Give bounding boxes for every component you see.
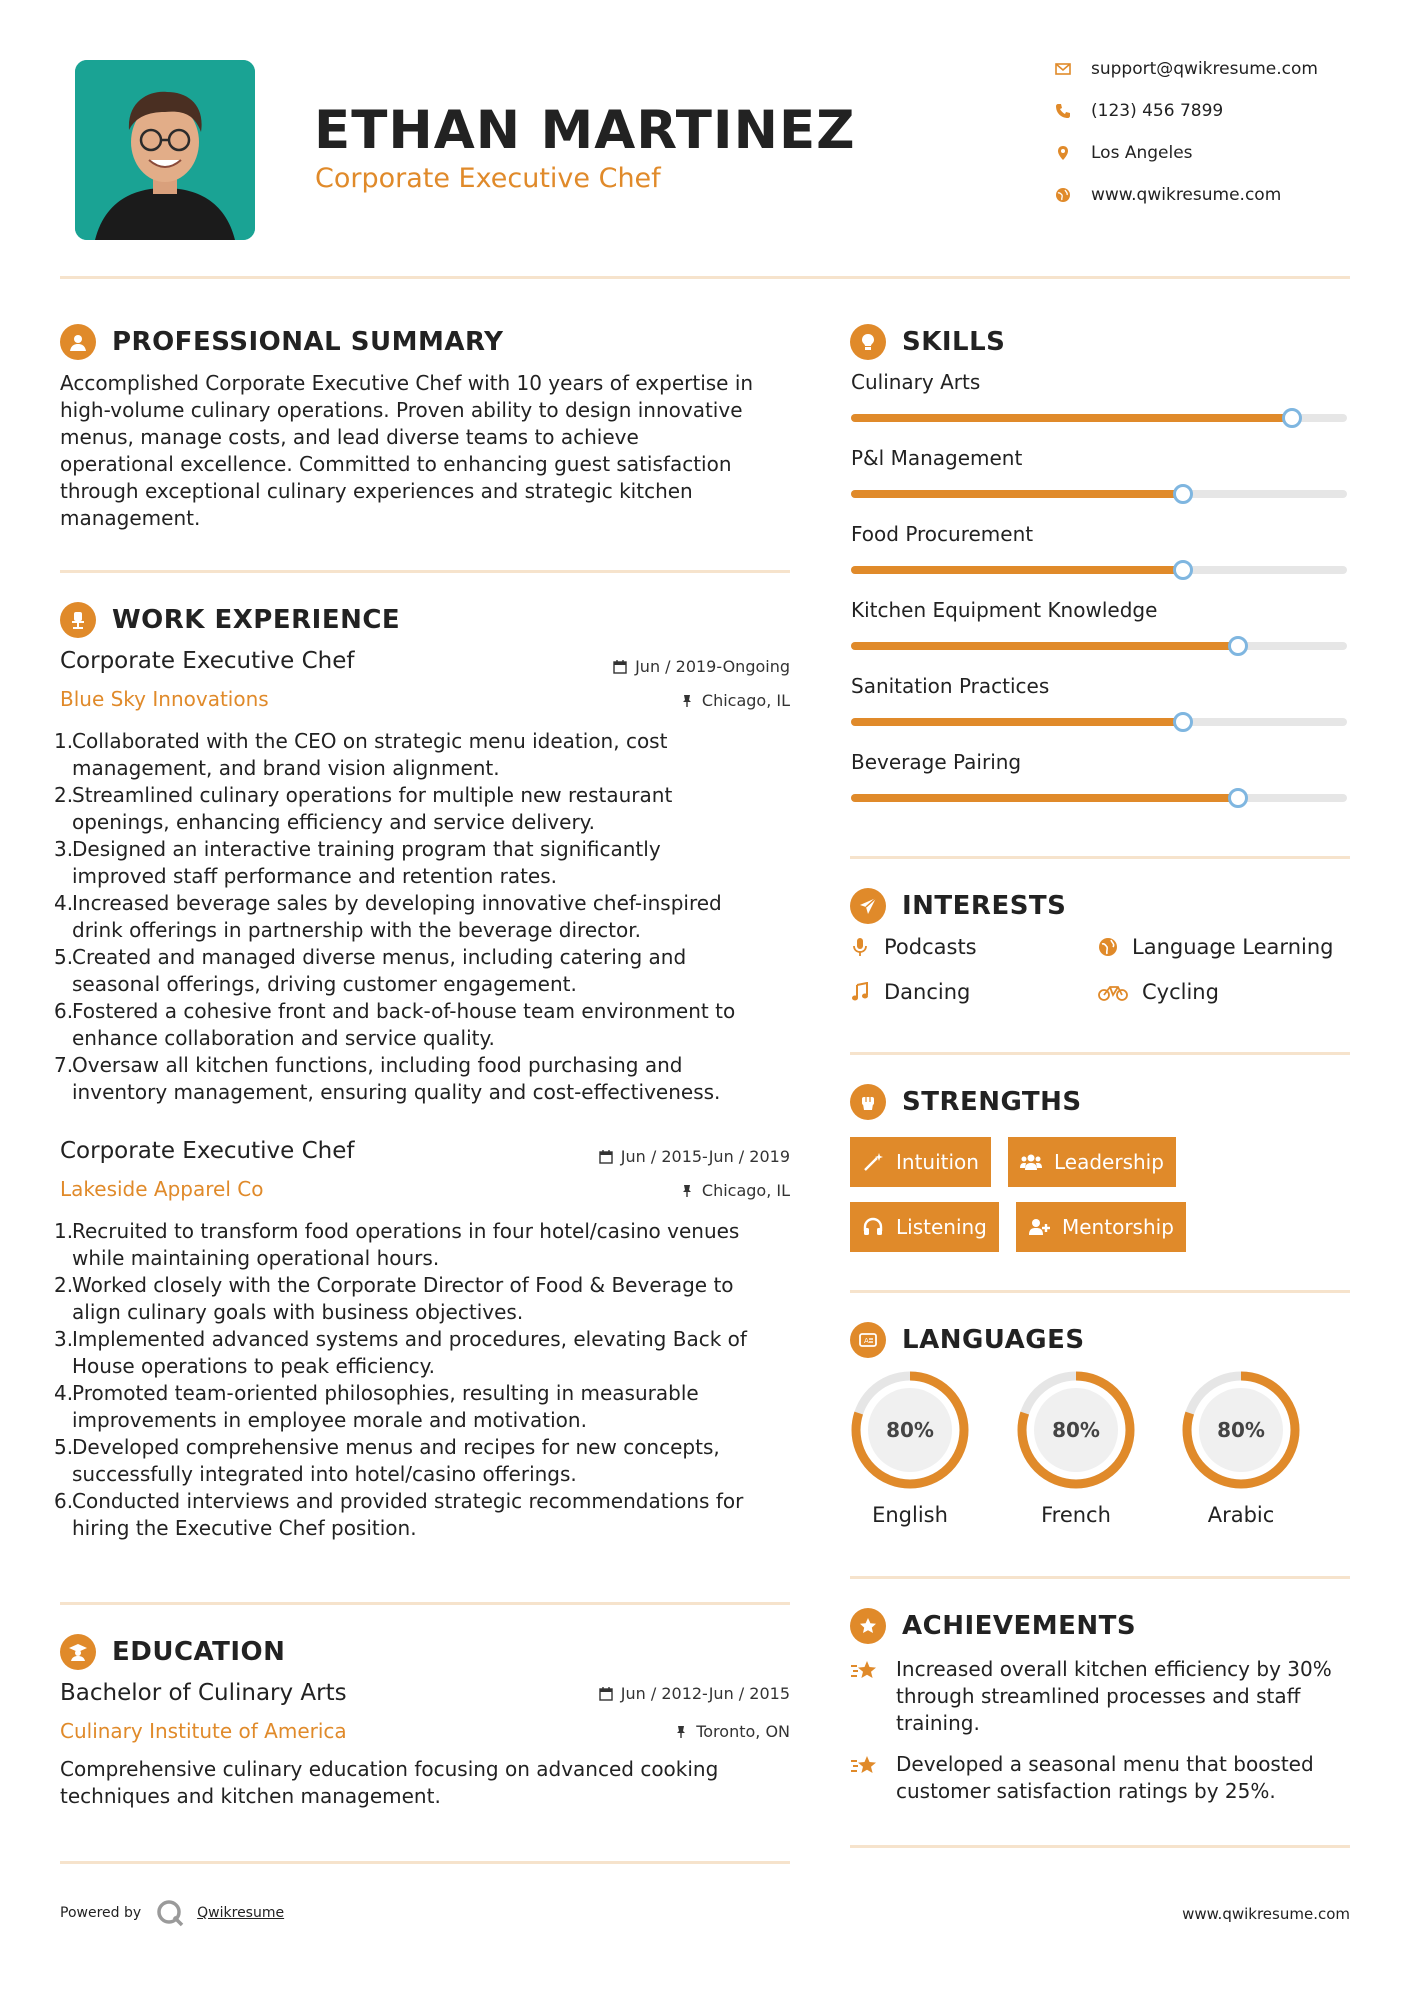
headphones-icon	[862, 1217, 884, 1237]
education-line: Comprehensive culinary education focusing on advanced cooking	[60, 1757, 719, 1781]
pin-icon	[674, 1725, 688, 1739]
language-percent: 80%	[1052, 1418, 1100, 1442]
job-2-dates-text: Jun / 2015-Jun / 2019	[620, 1147, 790, 1166]
globe-icon	[1098, 937, 1118, 957]
footer-powered-by	[60, 1898, 284, 1928]
contact-website-text[interactable]: www.qwikresume.com	[1091, 185, 1282, 205]
education-title: EDUCATION	[112, 1637, 286, 1667]
interest-cycling	[1098, 980, 1219, 1004]
section-divider	[850, 1052, 1350, 1055]
magic-wand-icon	[862, 1152, 884, 1172]
job-2-title: Corporate Executive Chef	[60, 1138, 355, 1164]
avatar	[75, 60, 255, 240]
summary-line: operational excellence. Committed to enhancing guest satisfaction	[60, 452, 732, 476]
list-item: 7. Oversaw all kitchen functions, including food purchasing and inventory management, ensuring quality and cost-effectiveness.	[54, 1053, 721, 1104]
section-divider	[850, 1845, 1350, 1848]
list-item: 4. Promoted team-oriented philosophies, resulting in measurable improvements in employee morale and motivation.	[54, 1381, 699, 1432]
pin-icon	[680, 1184, 694, 1198]
strengths-heading	[850, 1082, 1082, 1122]
language-item	[1180, 1369, 1302, 1527]
paper-plane-icon	[850, 888, 886, 924]
skill-bar-knob	[1228, 636, 1248, 656]
job-2-dates	[500, 1147, 790, 1166]
skill-bar-fill	[851, 490, 1183, 498]
list-item: 6. Fostered a cohesive front and back-of-house team environment to enhance collaboration and service quality.	[54, 999, 736, 1050]
user-icon	[60, 324, 96, 360]
interest-label: Dancing	[884, 980, 971, 1004]
job-1-title: Corporate Executive Chef	[60, 648, 355, 674]
education-heading	[60, 1632, 285, 1672]
job-1-location-text: Chicago, IL	[701, 691, 790, 710]
calendar-icon	[613, 660, 627, 674]
list-item: 4. Increased beverage sales by developing innovative chef-inspired drink offerings in partnership with the beverage director.	[54, 891, 722, 942]
list-item: 5. Created and managed diverse menus, including catering and seasonal offerings, driving customer engagement.	[54, 945, 687, 996]
globe-icon	[1055, 187, 1091, 203]
education-dates-text: Jun / 2012-Jun / 2015	[620, 1684, 790, 1703]
contact-phone-text: (123) 456 7899	[1091, 101, 1224, 121]
summary-text	[60, 370, 800, 532]
section-divider	[850, 856, 1350, 859]
skill-bar	[851, 794, 1347, 802]
star-icon	[850, 1753, 880, 1779]
skill-name: P&l Management	[851, 446, 1023, 470]
fist-icon	[850, 1084, 886, 1120]
skill-bar-fill	[851, 794, 1238, 802]
achievement-line: Developed a seasonal menu that boosted	[896, 1752, 1314, 1776]
achievement-line: customer satisfaction ratings by 25%.	[896, 1779, 1276, 1803]
interest-label: Cycling	[1142, 980, 1219, 1004]
bicycle-icon	[1098, 982, 1128, 1002]
achievement-item	[850, 1751, 1350, 1805]
music-note-icon	[850, 982, 870, 1002]
experience-title: WORK EXPERIENCE	[112, 605, 401, 635]
education-description	[60, 1756, 800, 1810]
education-location	[500, 1722, 790, 1741]
summary-line: menus, manage costs, and lead diverse teams to achieve	[60, 425, 639, 449]
education-dates	[500, 1684, 790, 1703]
skill-name: Sanitation Practices	[851, 674, 1050, 698]
skill-bar-knob	[1282, 408, 1302, 428]
footer-website[interactable]: www.qwikresume.com	[1182, 1905, 1350, 1923]
interest-label: Language Learning	[1132, 935, 1334, 959]
skill-bar	[851, 566, 1347, 574]
strengths-title: STRENGTHS	[902, 1087, 1082, 1117]
skill-bar-fill	[851, 566, 1183, 574]
skill-bar	[851, 490, 1347, 498]
skill-name: Food Procurement	[851, 522, 1034, 546]
strength-label: Leadership	[1054, 1150, 1164, 1174]
interest-label: Podcasts	[884, 935, 977, 959]
language-ring	[1180, 1369, 1302, 1491]
header-divider	[60, 276, 1350, 279]
contact-location-text: Los Angeles	[1091, 143, 1193, 163]
section-divider	[850, 1290, 1350, 1293]
interest-podcasts	[850, 935, 977, 959]
languages-heading	[850, 1320, 1085, 1360]
section-divider	[60, 1861, 790, 1864]
list-item: 1. Recruited to transform food operations in four hotel/casino venues while maintaining operational hours.	[54, 1219, 740, 1270]
education-location-text: Toronto, ON	[696, 1722, 790, 1741]
list-item: 5. Developed comprehensive menus and recipes for new concepts, successfully integrated into hotel/casino offerings.	[54, 1435, 720, 1486]
language-percent: 80%	[1217, 1418, 1265, 1442]
summary-line: high-volume culinary operations. Proven ability to design innovative	[60, 398, 743, 422]
list-item: 2. Streamlined culinary operations for multiple new restaurant openings, enhancing efficiency and service delivery.	[54, 783, 673, 834]
list-item: 1. Collaborated with the CEO on strategic menu ideation, cost management, and brand vision alignment.	[54, 729, 668, 780]
language-item	[849, 1369, 971, 1527]
calendar-icon	[599, 1687, 613, 1701]
skill-bar-fill	[851, 718, 1183, 726]
language-name: French	[1041, 1503, 1111, 1527]
briefcase-chair-icon	[60, 602, 96, 638]
achievement-line: Increased overall kitchen efficiency by 30%	[896, 1657, 1332, 1681]
svg-text:A: A	[864, 1337, 869, 1345]
section-divider	[60, 570, 790, 573]
summary-line: through exceptional culinary experiences and strategic kitchen	[60, 479, 693, 503]
job-2-company: Lakeside Apparel Co	[60, 1177, 264, 1201]
achievement-item	[850, 1656, 1350, 1737]
list-item: 3. Implemented advanced systems and procedures, elevating Back of House operations to peak efficiency.	[54, 1327, 747, 1378]
language-item	[1015, 1369, 1137, 1527]
graduate-icon	[60, 1634, 96, 1670]
job-1-dates-text: Jun / 2019-Ongoing	[635, 657, 790, 676]
skill-bar-knob	[1173, 560, 1193, 580]
skill-bar-fill	[851, 642, 1238, 650]
list-item: 6. Conducted interviews and provided strategic recommendations for hiring the Executive Chef position.	[54, 1489, 744, 1540]
skill-name: Culinary Arts	[851, 370, 981, 394]
microphone-icon	[850, 937, 870, 957]
job-1-location	[500, 691, 790, 710]
summary-title: PROFESSIONAL SUMMARY	[112, 327, 504, 357]
map-pin-icon	[1055, 145, 1091, 161]
summary-line: management.	[60, 506, 201, 530]
skill-bar	[851, 718, 1347, 726]
interest-language-learning	[1098, 935, 1333, 959]
skill-bar	[851, 642, 1347, 650]
job-2-location-text: Chicago, IL	[701, 1181, 790, 1200]
pin-icon	[680, 694, 694, 708]
language-ring	[849, 1369, 971, 1491]
phone-icon	[1055, 103, 1091, 119]
skills-title: SKILLS	[902, 327, 1006, 357]
job-1-duties	[54, 728, 804, 1106]
summary-heading	[60, 322, 503, 362]
star-badge-icon	[850, 1608, 886, 1644]
strength-listening	[850, 1202, 999, 1252]
envelope-icon	[1055, 61, 1091, 77]
contact-email[interactable]	[1055, 54, 1355, 84]
star-icon	[850, 1658, 880, 1684]
section-divider	[60, 1602, 790, 1605]
contact-phone	[1055, 96, 1355, 126]
skill-bar-fill	[851, 414, 1292, 422]
calendar-icon	[599, 1150, 613, 1164]
job-1-company: Blue Sky Innovations	[60, 687, 269, 711]
candidate-name: ETHAN MARTINEZ	[314, 100, 856, 161]
language-card-icon	[850, 1322, 886, 1358]
section-divider	[850, 1576, 1350, 1579]
job-2-duties	[54, 1218, 804, 1542]
education-degree: Bachelor of Culinary Arts	[60, 1680, 347, 1706]
interests-title: INTERESTS	[902, 891, 1067, 921]
profile-photo	[75, 60, 255, 240]
list-item: 3. Designed an interactive training program that significantly improved staff performance and retention rates.	[54, 837, 661, 888]
language-name: English	[872, 1503, 948, 1527]
achievements-title: ACHIEVEMENTS	[902, 1611, 1137, 1641]
list-item: 2. Worked closely with the Corporate Director of Food & Beverage to align culinary goals with business objectives.	[54, 1273, 734, 1324]
contact-location	[1055, 138, 1355, 168]
education-line: techniques and kitchen management.	[60, 1784, 441, 1808]
achievement-line: through streamlined processes and staff	[896, 1684, 1301, 1708]
contact-website[interactable]	[1055, 180, 1355, 210]
strength-mentorship	[1016, 1202, 1186, 1252]
users-icon	[1020, 1152, 1042, 1172]
candidate-title: Corporate Executive Chef	[315, 163, 661, 194]
user-plus-icon	[1028, 1217, 1050, 1237]
job-2-location	[500, 1181, 790, 1200]
education-school: Culinary Institute of America	[60, 1719, 347, 1743]
footer-brand-link[interactable]: Qwikresume	[197, 1905, 285, 1921]
strength-label: Listening	[896, 1215, 987, 1239]
skill-bar-knob	[1228, 788, 1248, 808]
skill-bar	[851, 414, 1347, 422]
strength-label: Intuition	[896, 1150, 979, 1174]
qwikresume-logo-icon	[155, 1898, 185, 1928]
achievements-heading	[850, 1606, 1136, 1646]
languages-title: LANGUAGES	[902, 1325, 1085, 1355]
summary-line: Accomplished Corporate Executive Chef with 10 years of expertise in	[60, 371, 754, 395]
contact-email-text[interactable]: support@qwikresume.com	[1091, 59, 1318, 79]
language-ring	[1015, 1369, 1137, 1491]
skills-heading	[850, 322, 1005, 362]
skill-name: Beverage Pairing	[851, 750, 1022, 774]
job-1-dates	[500, 657, 790, 676]
language-name: Arabic	[1207, 1503, 1275, 1527]
strength-intuition	[850, 1137, 991, 1187]
strength-label: Mentorship	[1062, 1215, 1174, 1239]
interests-heading	[850, 886, 1066, 926]
interest-dancing	[850, 980, 970, 1004]
skill-bar-knob	[1173, 712, 1193, 732]
lightbulb-icon	[850, 324, 886, 360]
strength-leadership	[1008, 1137, 1176, 1187]
skill-name: Kitchen Equipment Knowledge	[851, 598, 1158, 622]
powered-by-text: Powered by	[60, 1905, 142, 1921]
experience-heading	[60, 600, 400, 640]
language-percent: 80%	[886, 1418, 934, 1442]
achievement-line: training.	[896, 1711, 980, 1735]
skill-bar-knob	[1173, 484, 1193, 504]
